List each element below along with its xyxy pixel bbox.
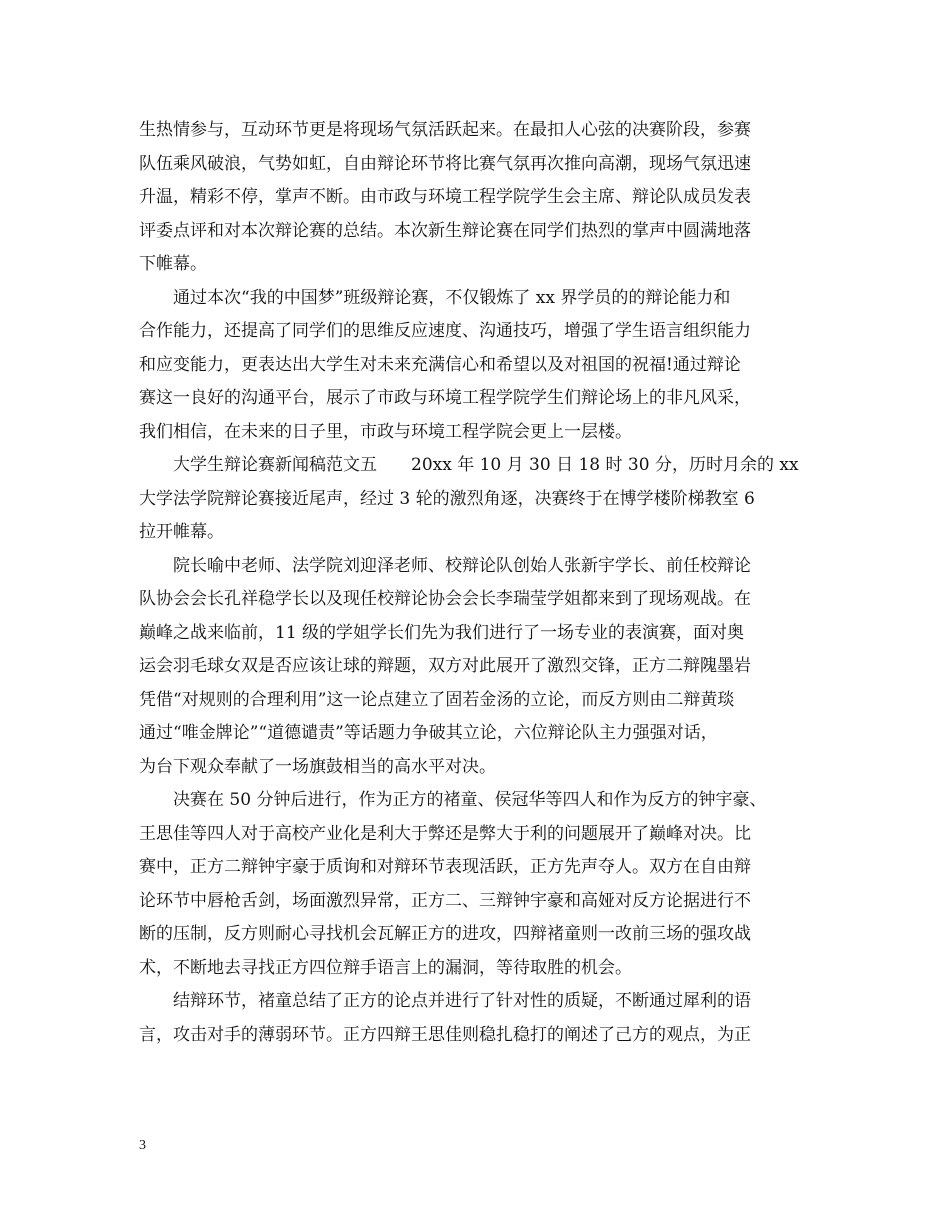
text-line: 评委点评和对本次辩论赛的总结。本次新生辩论赛在同学们热烈的掌声中圆满地落 (139, 220, 751, 241)
paragraph (139, 449, 839, 550)
paragraph (139, 114, 839, 282)
text-line: 下帷幕。 (139, 254, 207, 274)
text-line: 王思佳等四人对于高校产业化是利大于弊还是弊大于利的问题展开了巅峰对决。比 (139, 823, 751, 844)
text-line: 术，不断地去寻找正方四位辩手语言上的漏洞，等待取胜的机会。 (139, 957, 632, 978)
paragraph (139, 550, 839, 785)
text-line: 升温，精彩不停，掌声不断。由市政与环境工程学院学生会主席、辩论队成员发表 (139, 187, 751, 207)
text-line: 论环节中唇枪舌剑，场面激烈异常，正方二、三辩钟宇豪和高娅对反方论据进行不 (139, 890, 751, 911)
text-line: 我们相信，在未来的日子里，市政与环境工程学院会更上一层楼。 (139, 421, 632, 442)
paragraph (139, 282, 839, 450)
text-line: 生热情参与，互动环节更是将现场气氛活跃起来。在最扣人心弦的决赛阶段，参赛 (139, 120, 751, 140)
text-line: 为台下观众奉献了一场旗鼓相当的高水平对决。 (139, 756, 496, 777)
text-line: 院长喻中老师、法学院刘迎泽老师、校辩论队创始人张新宇学长、前任校辩论 (173, 555, 751, 576)
text-line: 结辩环节，褚童总结了正方的论点并进行了针对性的质疑，不断通过犀利的语 (173, 991, 751, 1011)
text-line: 大学法学院辩论赛接近尾声，经过 3 轮的激烈角逐，决赛终于在博学楼阶梯教室 6 (139, 488, 755, 509)
text-line: 通过本次“我的中国梦”班级辩论赛，不仅锻炼了 xx 界学员的的辩论能力和 (173, 287, 731, 308)
page-number: 3 (139, 1138, 146, 1153)
text-line: 决赛在 50 分钟后进行，作为正方的褚童、侯冠华等四人和作为反方的钟宇豪、 (173, 790, 767, 810)
text-line: 队协会会长孔祥稳学长以及现任校辩论协会会长李瑞莹学姐都来到了现场观战。在 (139, 589, 751, 609)
text-line: 凭借“对规则的合理利用”这一论点建立了固若金汤的立论，而反方则由二辩黄琰 (139, 689, 735, 710)
text-line: 运会羽毛球女双是否应该让球的辩题，双方对此展开了激烈交锋，正方二辩隗墨岩 (139, 656, 751, 676)
text-line: 队伍乘风破浪，气势如虹，自由辩论环节将比赛气氛再次推向高潮，现场气氛迅速 (139, 153, 751, 174)
body-text (139, 114, 839, 1052)
text-line: 赛这一良好的沟通平台，展示了市政与环境工程学院学生们辩论场上的非凡风采， (139, 388, 751, 408)
text-line: 通过“唯金牌论”“道德谴责”等话题力争破其立论，六位辩论队主力强强对话， (139, 723, 718, 743)
text-line: 巅峰之战来临前，11 级的学姐学长们先为我们进行了一场专业的表演赛，面对奥 (139, 622, 745, 643)
text-line: 大学生辩论赛新闻稿范文五 20xx 年 10 月 30 日 18 时 30 分，历时月余的 xx (173, 455, 799, 475)
text-line: 言，攻击对手的薄弱环节。正方四辩王思佳则稳扎稳打的阐述了己方的观点，为正 (139, 1024, 751, 1045)
text-line: 赛中，正方二辩钟宇豪于质询和对辩环节表现活跃，正方先声夺人。双方在自由辩 (139, 857, 751, 877)
text-line: 和应变能力，更表达出大学生对未来充满信心和希望以及对祖国的祝福!通过辩论 (139, 354, 741, 375)
text-line: 断的压制，反方则耐心寻找机会瓦解正方的进攻，四辩褚童则一改前三场的强攻战 (139, 924, 751, 944)
paragraph (139, 784, 839, 985)
text-line: 拉开帷幕。 (139, 522, 224, 542)
paragraph (139, 985, 839, 1052)
text-line: 合作能力，还提高了同学们的思维反应速度、沟通技巧，增强了学生语言组织能力 (139, 321, 751, 341)
